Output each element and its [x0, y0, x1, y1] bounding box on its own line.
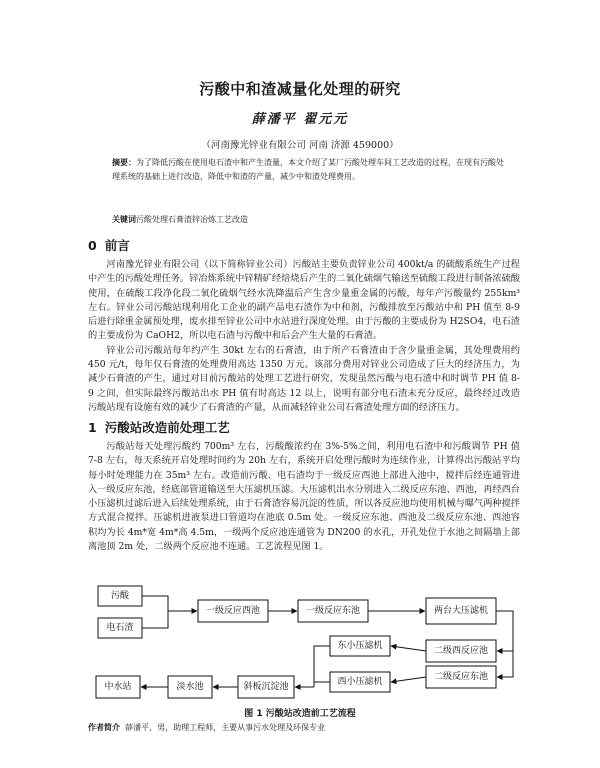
keywords: [112, 214, 507, 225]
paragraph: 污酸站每天处理污酸约 700m³ 左右，污酸酸浓约在 3%-5%之间，利用电石渣中和污酸调节 PH 值 7-8 左右，每天系统开启处理时间约为 20h 左右，系统开启处理污酸时为连续作业，计算得出污酸站平均每小时处理能力在 35m³ 左右。改造前污酸、电石渣均于一级反应西池上部进入池中，搅拌后经连通管进入一级反应东池，经底部管道输送至大压滤机压滤。大压滤机出水分别进入二级反应东池、西池，再经西台小压滤机过滤后进入后续处理系统，由于石膏渣容易沉淀的性质，所以各反应池均使用机械与曝气两种搅拌方式混合搅拌。压滤机进液泵进口管道均在池底 0.5m 处。一级反应东池、西池及二级反应东池、西池容积均为长 4m*宽 4m*高 4.5m，一级两个反应池连通管为 DN200 的水孔，开孔处位于水池之间隔墙上部离池顶 2m 处，二级两个反应池不连通。工艺流程见图 1。: [88, 441, 520, 553]
footnote-label: 作者简介: [88, 723, 120, 732]
node-dianshizha: 电石渣: [106, 623, 134, 633]
paper-authors: 薛潘平 翟元元: [251, 112, 349, 127]
node-yiji-dong: 一级反应东池: [305, 606, 361, 616]
section-0-number: 0: [88, 238, 97, 253]
paragraph: 锌业公司污酸站每年约产生 30kt 左右的石膏渣，由于所产石膏渣由于含少量重金属，其处理费用约 450 元/t，每年仅石膏渣的处理费用高达 1350 万元。该部分费用对锌业公司造成了巨大的经济压力，为减少石膏渣的产生，通过对目前污酸站的处理工艺进行研究，发现虽然污酸与电石渣中和时调节 PH 值 8-9 之间，但实际最终污酸站出水 PH 值有时高达 12 以上，说明有部分电石渣未充分反应，最终经过改造污酸站现有设施有效的减少了石膏渣的产量，从而减轻锌业公司石膏渣处理方面的经济压力。: [88, 344, 520, 413]
section-1-number: 1: [88, 420, 97, 435]
edge-erji-xi-to-dong-xiao: [391, 646, 426, 651]
section-1-body: [88, 440, 520, 554]
edge-da-to-erji-dong: [496, 611, 513, 677]
keywords-text: 污酸处理石膏渣锌冶炼工艺改造: [136, 215, 248, 224]
node-erji-xi: 二级西反应池: [433, 646, 489, 656]
flowchart-svg: [88, 580, 528, 705]
author-footnote: [88, 722, 325, 733]
paper-affiliation: （河南豫光锌业有限公司 河南 济源 459000）: [201, 140, 399, 151]
figure-caption: 图 1 污酸站改造前工艺流程: [244, 709, 356, 719]
node-xiepo: 斜板沉淀池: [243, 682, 289, 692]
node-wusuan: 污酸: [110, 591, 130, 601]
footnote-text: 薛潘平，男，助理工程师，主要从事污水处理及环保专业: [125, 723, 326, 732]
node-dong-xiao: 东小压滤机: [337, 641, 383, 651]
node-da-yalvji: 两台大压滤机: [433, 606, 489, 616]
abstract-label: 摘要：: [112, 158, 136, 167]
edge-wusuan: [142, 596, 168, 611]
abstract: [112, 156, 507, 184]
node-xi-xiao: 西小压滤机: [337, 677, 383, 687]
node-zhongshui: 中水站: [104, 682, 132, 692]
node-erji-dong: 二级反应东池: [433, 672, 489, 682]
paragraph: 河南豫光锌业有限公司（以下简称锌业公司）污酸站主要负责锌业公司 400kt/a 的硫酸系统生产过程中产生的污酸处理任务。锌冶炼系统中锌精矿经焙烧后产生的二氧化硫烟气输送至硫酸工段进行制备浓硫酸使用，在硫酸工段净化段二氧化硫烟气经水洗降温后产生含少量重金属的污酸，每年产污酸量约 255km³ 左右。锌业公司污酸站现利用化工企业的副产品电石渣作为中和剂，污酸排放至污酸站中和 PH 值至 8-9 后进行除重金属预处理，废水排至锌业公司中水站进行深度处理。由于污酸的主要成份为 H2SO4，电石渣的主要成份为 CaOH2，所以电石渣与污酸中和后会产生大量的石膏渣。: [88, 259, 520, 342]
section-1-title: 污酸站改造前处理工艺: [104, 420, 230, 435]
edge-dong-xiao-out: [314, 646, 330, 687]
edge-dianshizha: [142, 611, 168, 628]
section-0-title: 前言: [104, 238, 130, 253]
node-danshui: 淡水池: [176, 682, 204, 692]
paper-title: 污酸中和渣减量化处理的研究: [199, 80, 401, 98]
section-0-heading: [88, 236, 130, 254]
keywords-label: 关键词: [112, 215, 136, 224]
abstract-text: 为了降低污酸在使用电石渣中和产生渣量，本文介绍了某厂污酸处理车间工艺改造的过程，在现有污酸处理系统的基础上进行改造，降低中和渣的产量，减少中和渣处理费用。: [112, 158, 504, 181]
section-0-body: [88, 258, 520, 415]
process-flow-figure: [88, 580, 528, 705]
edge-erji-dong-to-xi-xiao: [391, 677, 426, 682]
node-yiji-xi: 一级反应西池: [205, 606, 261, 616]
section-1-heading: [88, 418, 230, 436]
